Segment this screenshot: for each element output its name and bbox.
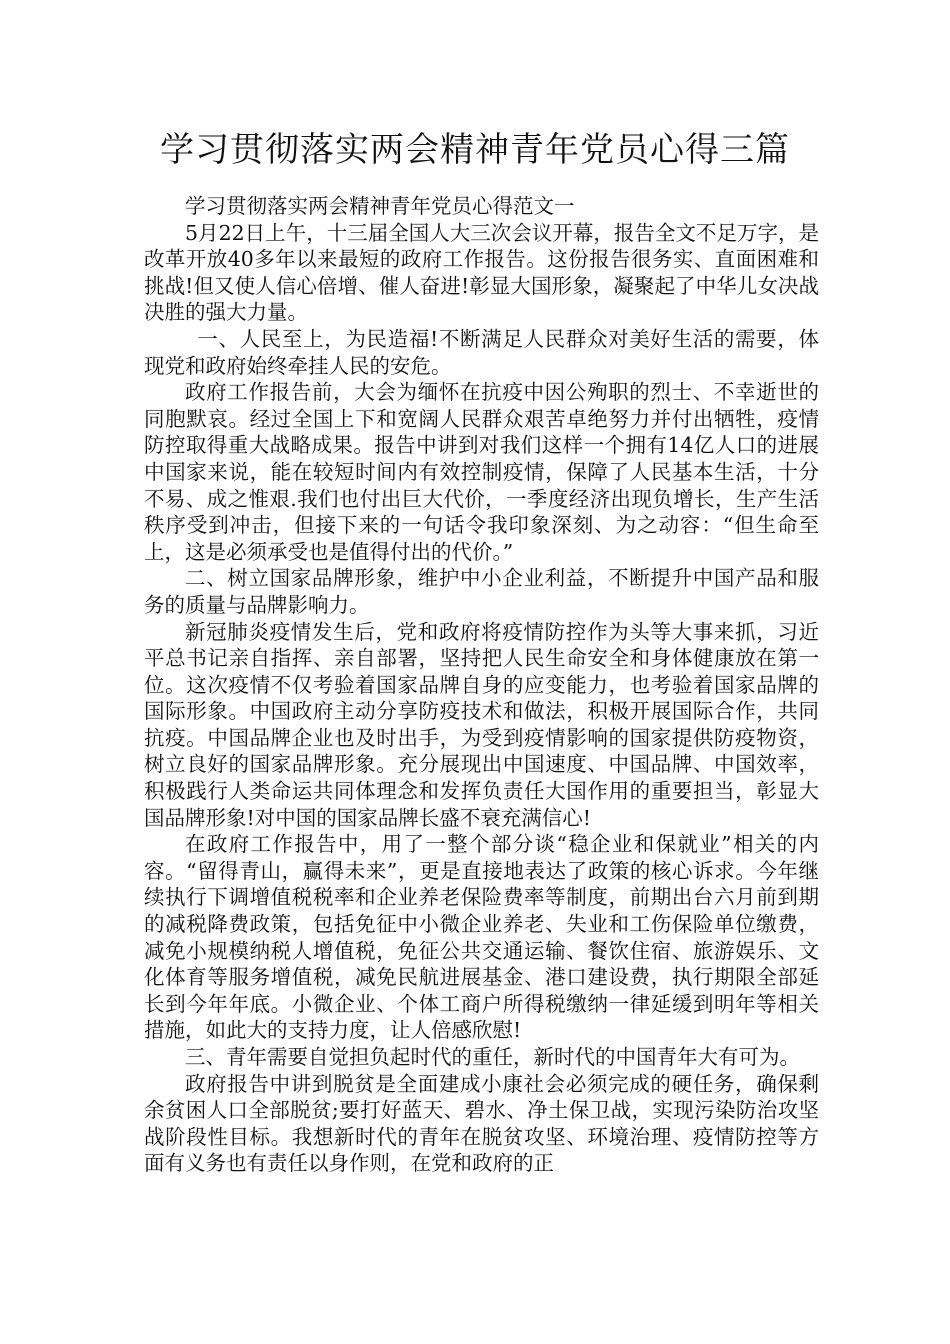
section-heading-1: 一、人民至上，为民造福!不断满足人民群众对美好生活的需要，体现党和政府始终牵挂人民的安危。 <box>144 326 819 378</box>
section-heading-2: 二、树立国家品牌形象，维护中小企业利益，不断提升中国产品和服务的质量与品牌影响力。 <box>144 566 819 617</box>
body-paragraph: 在政府工作报告中，用了一整个部分谈“稳企业和保就业”相关的内容。“留得青山，赢得未来”，更是直接地表达了政策的核心诉求。今年继续执行下调增值税税率和企业养老保险费率等制度，前期出台六月前到期的减税降费政策，包括免征中小微企业养老、失业和工伤保险单位缴费，减免小规模纳税人增值税，免征公共交通运输、餐饮住宿、旅游娱乐、文化体育等服务增值税，减免民航进展基金、港口建设费，执行期限全部延长到今年年底。小微企业、个体工商户所得税缴纳一律延缓到明年等相关措施，如此大的支持力度，让人倍感欣慰! <box>144 832 819 1043</box>
document-title: 学习贯彻落实两会精神青年党员心得三篇 <box>160 130 790 170</box>
document-body <box>144 193 819 1177</box>
body-paragraph: 政府报告中讲到脱贫是全面建成小康社会必须完成的硬任务，确保剩余贫困人口全部脱贫;要打好蓝天、碧水、净土保卫战，实现污染防治攻坚战阶段性目标。我想新时代的青年在脱贫攻坚、环境治理、疫情防控等方面有义务也有责任以身作则，在党和政府的正 <box>144 1071 819 1176</box>
body-paragraph: 新冠肺炎疫情发生后，党和政府将疫情防控作为头等大事来抓，习近平总书记亲自指挥、亲自部署，坚持把人民生命安全和身体健康放在第一位。这次疫情不仅考验着国家品牌自身的应变能力，也考验着国家品牌的国际形象。中国政府主动分享防疫技术和做法，积极开展国际合作，共同抗疫。中国品牌企业也及时出手，为受到疫情影响的国家提供防疫物资，树立良好的国家品牌形象。充分展现出中国速度、中国品牌、中国效率，积极践行人类命运共同体理念和发挥负责任大国作用的重要担当，彰显大国品牌形象!对中国的国家品牌长盛不衰充满信心! <box>144 619 819 830</box>
subtitle-paragraph: 学习贯彻落实两会精神青年党员心得范文一 <box>185 194 575 218</box>
body-paragraph: 5月22日上午，十三届全国人大三次会议开幕，报告全文不足万字，是改革开放40多年以来最短的政府工作报告。这份报告很务实、直面困难和挑战!但又使人信心倍增、催人奋进!彰显大国形象，凝聚起了中华儿女决战决胜的强大力量。 <box>144 220 819 325</box>
section-heading-3: 三、青年需要自觉担负起时代的重任，新时代的中国青年大有可为。 <box>185 1045 800 1069</box>
body-paragraph: 政府工作报告前，大会为缅怀在抗疫中因公殉职的烈士、不幸逝世的同胞默哀。经过全国上下和宽阔人民群众艰苦卓绝努力并付出牺牲，疫情防控取得重大战略成果。报告中讲到对我们这样一个拥有14亿人口的进展中国家来说，能在较短时间内有效控制疫情，保障了人民基本生活，十分不易、成之惟艰.我们也付出巨大代价，一季度经济出现负增长，生产生活秩序受到冲击，但接下来的一句话令我印象深刻、为之动容：“但生命至上，这是必须承受也是值得付出的代价。” <box>144 380 819 564</box>
